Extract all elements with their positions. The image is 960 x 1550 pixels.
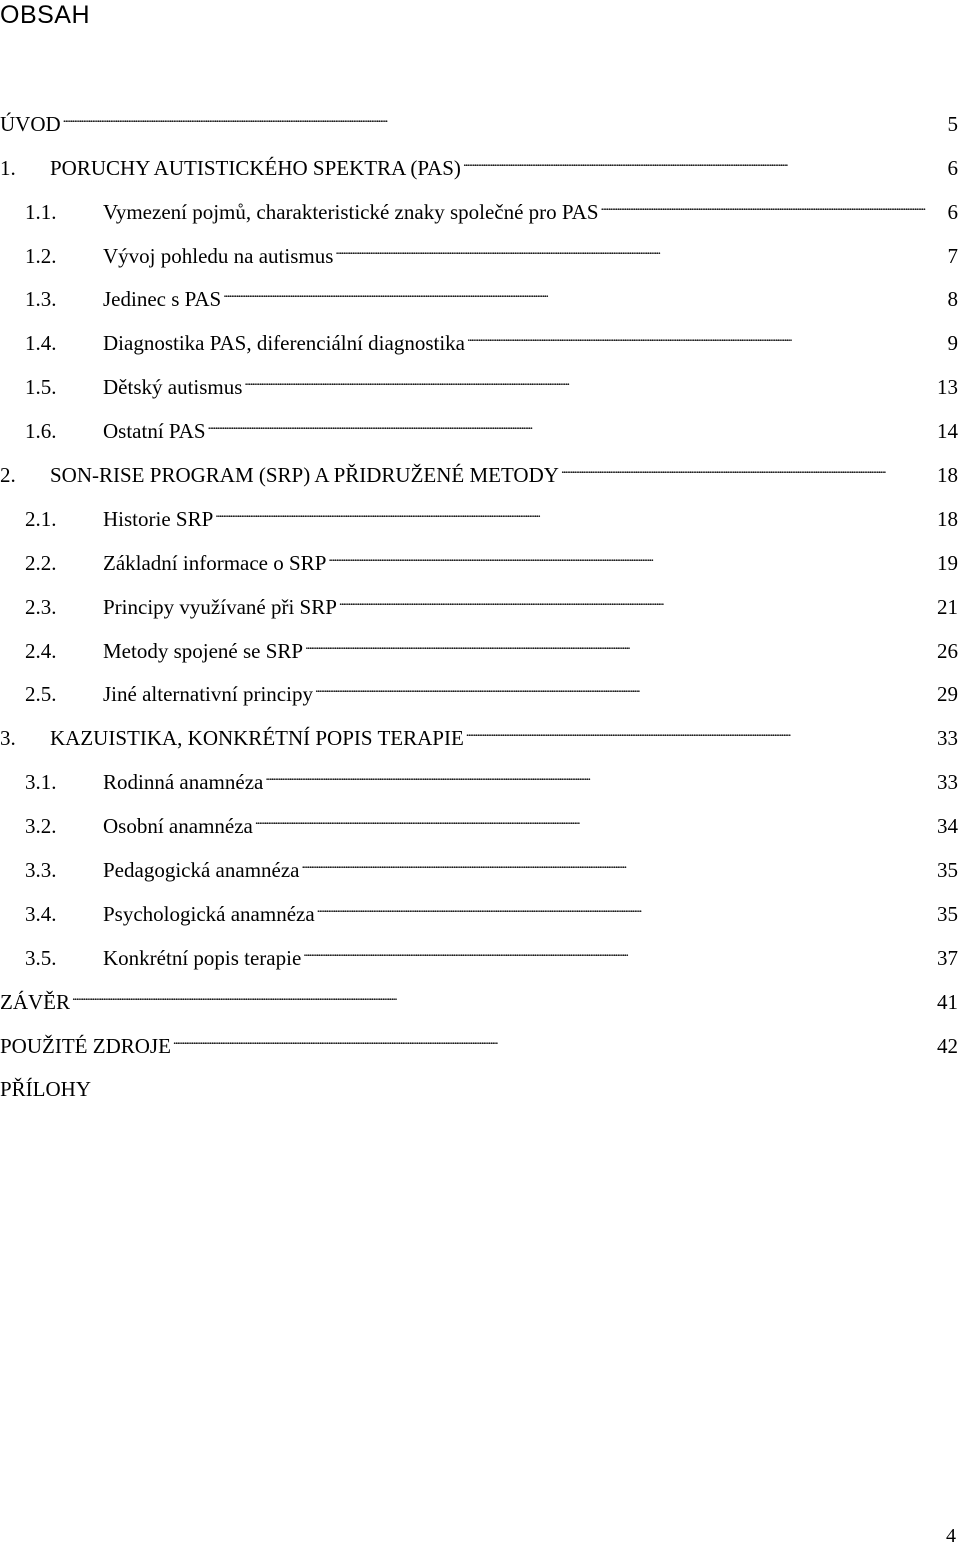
toc-entry[interactable]: [0, 357, 960, 401]
toc-entry-number: 3.5.: [25, 945, 57, 970]
toc-entry[interactable]: [0, 94, 960, 138]
toc-entry[interactable]: [0, 972, 960, 1016]
toc-entry[interactable]: [0, 577, 960, 621]
toc-dot-leader: [63, 101, 946, 133]
toc-dot-leader: [315, 671, 935, 703]
toc-entry[interactable]: [0, 533, 960, 577]
toc-entry-number: 3.: [0, 726, 16, 751]
toc-dot-leader: [339, 584, 935, 616]
toc-entry-number: 1.1.: [25, 199, 57, 224]
toc-entry-number: 1.6.: [25, 419, 57, 444]
toc-entry-title: PORUCHY AUTISTICKÉHO SPEKTRA (PAS): [50, 155, 461, 180]
toc-entry-title: Rodinná anamnéza: [103, 770, 264, 795]
toc-entry-title: PŘÍLOHY: [0, 1077, 92, 1102]
toc-entry-page: 33: [937, 726, 958, 751]
toc-entry-title: Dětský autismus: [103, 375, 243, 400]
toc-dot-leader: [317, 891, 935, 923]
toc-entry[interactable]: [0, 665, 960, 709]
toc-entry-page: 13: [937, 375, 958, 400]
toc-entry-number: 2.2.: [25, 550, 57, 575]
toc-entry-number: 3.2.: [25, 814, 57, 839]
toc-entry-page: 6: [947, 199, 958, 224]
toc-entry-title: Pedagogická anamnéza: [103, 858, 300, 883]
toc-entry-number: 2.5.: [25, 682, 57, 707]
toc-entry[interactable]: [0, 1016, 960, 1060]
toc-entry-title: Konkrétní popis terapie: [103, 945, 302, 970]
toc-entry[interactable]: [0, 884, 960, 928]
toc-entry-title: Vymezení pojmů, charakteristické znaky společné pro PAS: [103, 199, 599, 224]
toc-entry-number: 3.1.: [25, 770, 57, 795]
toc-entry-title: SON-RISE PROGRAM (SRP) A PŘIDRUŽENÉ METODY: [50, 463, 559, 488]
toc-dot-leader: [328, 540, 935, 572]
toc-dot-leader: [265, 759, 935, 791]
toc-entry-number: 3.3.: [25, 858, 57, 883]
toc-entry-number: 2.1.: [25, 506, 57, 531]
toc-dot-leader: [215, 496, 935, 528]
toc-entry-title: Psychologická anamnéza: [103, 901, 315, 926]
toc-entry[interactable]: [0, 401, 960, 445]
toc-entry-title: Osobní anamnéza: [103, 814, 253, 839]
toc-entry-number: 1.2.: [25, 243, 57, 268]
toc-entry-title: POUŽITÉ ZDROJE: [0, 1033, 171, 1058]
toc-entry[interactable]: [0, 840, 960, 884]
toc-dot-leader: [601, 189, 946, 221]
toc-entry-title: Jedinec s PAS: [103, 287, 222, 312]
table-of-contents: [0, 94, 960, 1103]
toc-entry-page: 8: [947, 287, 958, 312]
toc-entry-title: Historie SRP: [103, 506, 214, 531]
toc-dot-leader: [208, 408, 935, 440]
toc-entry-page: 19: [937, 550, 958, 575]
toc-entry-title: ÚVOD: [0, 111, 61, 136]
toc-entry-page: 41: [937, 989, 958, 1014]
toc-entry-title: Vývoj pohledu na autismus: [103, 243, 334, 268]
toc-dot-leader: [335, 233, 945, 265]
toc-entry-number: 1.4.: [25, 331, 57, 356]
toc-entry-title: Metody spojené se SRP: [103, 638, 304, 663]
toc-entry-number: 2.4.: [25, 638, 57, 663]
toc-entry-page: 29: [937, 682, 958, 707]
toc-entry-title: Principy využívané při SRP: [103, 594, 337, 619]
toc-dot-leader: [463, 145, 946, 177]
toc-dot-leader: [303, 935, 935, 967]
toc-entry[interactable]: [0, 489, 960, 533]
toc-entry-number: 1.5.: [25, 375, 57, 400]
toc-dot-leader: [244, 364, 935, 396]
toc-entry-page: 26: [937, 638, 958, 663]
toc-entry-title: Diagnostika PAS, diferenciální diagnostika: [103, 331, 466, 356]
toc-entry-page: 21: [937, 594, 958, 619]
toc-entry-page: 42: [937, 1033, 958, 1058]
toc-entry[interactable]: [0, 226, 960, 270]
toc-entry[interactable]: [0, 796, 960, 840]
toc-entry-page: 34: [937, 814, 958, 839]
toc-entry[interactable]: [0, 270, 960, 314]
toc-entry-title: Ostatní PAS: [103, 419, 206, 444]
toc-entry[interactable]: [0, 1060, 960, 1104]
toc-dot-leader: [305, 628, 935, 660]
toc-entry-page: 35: [937, 901, 958, 926]
toc-entry[interactable]: [0, 445, 960, 489]
toc-dot-leader: [223, 276, 945, 308]
toc-dot-leader: [173, 1023, 935, 1055]
toc-entry-title: Jiné alternativní principy: [103, 682, 313, 707]
toc-entry[interactable]: [0, 138, 960, 182]
toc-entry-number: 1.3.: [25, 287, 57, 312]
toc-entry-number: 3.4.: [25, 901, 57, 926]
toc-entry-number: 2.3.: [25, 594, 57, 619]
toc-entry-title: ZÁVĚR: [0, 989, 70, 1014]
toc-entry-page: 7: [947, 243, 958, 268]
toc-entry-page: 18: [937, 506, 958, 531]
toc-entry[interactable]: [0, 182, 960, 226]
page-title: OBSAH: [0, 1, 91, 29]
toc-dot-leader: [72, 979, 935, 1011]
toc-entry[interactable]: [0, 928, 960, 972]
toc-entry-page: 14: [937, 419, 958, 444]
toc-entry-number: 2.: [0, 463, 16, 488]
toc-dot-leader: [561, 452, 935, 484]
toc-entry[interactable]: [0, 313, 960, 357]
page-number: 4: [946, 1525, 956, 1547]
toc-dot-leader: [467, 320, 945, 352]
toc-entry-page: 9: [947, 331, 958, 356]
toc-entry-title: Základní informace o SRP: [103, 550, 327, 575]
toc-entry-number: 1.: [0, 155, 16, 180]
toc-entry[interactable]: [0, 708, 960, 752]
toc-dot-leader: [302, 847, 936, 879]
toc-entry[interactable]: [0, 621, 960, 665]
toc-entry-title: KAZUISTIKA, KONKRÉTNÍ POPIS TERAPIE: [50, 726, 464, 751]
toc-dot-leader: [255, 803, 935, 835]
toc-entry[interactable]: [0, 752, 960, 796]
toc-entry-page: 5: [947, 111, 958, 136]
toc-entry-page: 37: [937, 945, 958, 970]
toc-dot-leader: [466, 715, 935, 747]
toc-entry-page: 35: [937, 858, 958, 883]
toc-entry-page: 18: [937, 463, 958, 488]
toc-entry-page: 33: [937, 770, 958, 795]
toc-entry-page: 6: [947, 155, 958, 180]
